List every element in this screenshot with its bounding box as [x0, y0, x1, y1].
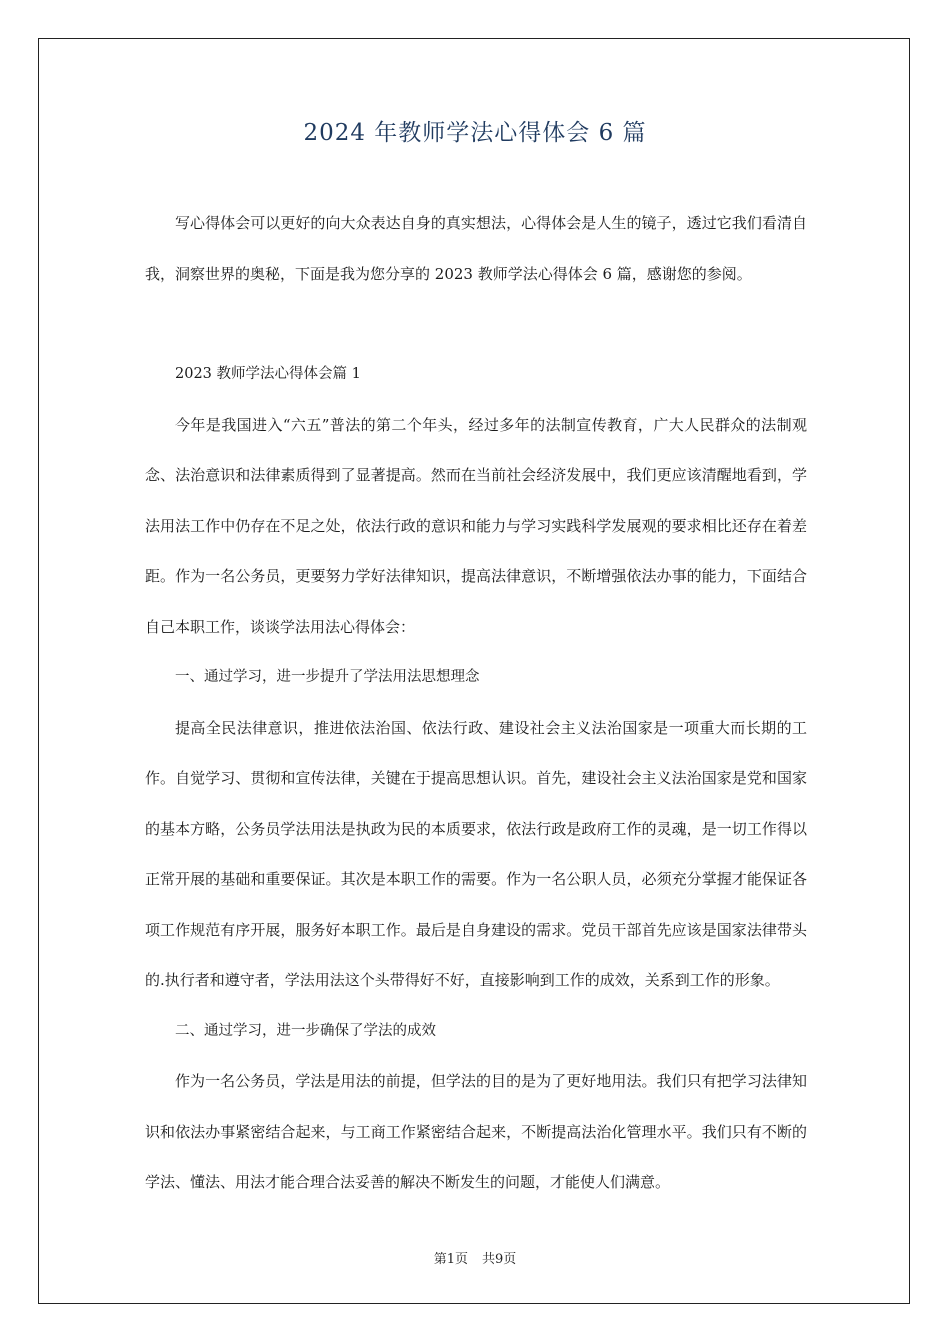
section-title: 2023 教师学法心得体会篇 1: [175, 366, 361, 382]
body-paragraph-3: 作为一名公务员，学法是用法的前提，但学法的目的是为了更好地用法。我们只有把学习法律知识和依法办事紧密结合起来，与工商工作紧密结合起来，不断提高法治化管理水平。我们只有不断的学法、懂法、用法才能合理合法妥善的解决不断发生的问题，才能使人们满意。: [145, 1072, 807, 1191]
subheading-1: 一、通过学习，进一步提升了学法用法思想理念: [175, 669, 480, 685]
page-footer: [0, 1248, 950, 1267]
section-spacer: [145, 299, 807, 349]
body-paragraph-1: 今年是我国进入“六五”普法的第二个年头，经过多年的法制宣传教育，广大人民群众的法制观念、法治意识和法律素质得到了显著提高。然而在当前社会经济发展中，我们更应该清醒地看到，学法用法工作中仍存在不足之处，依法行政的意识和能力与学习实践科学发展观的要求相比还存在着差距。作为一名公务员，更要努力学好法律知识，提高法律意识，不断增强依法办事的能力，下面结合自己本职工作，谈谈学法用法心得体会：: [145, 415, 807, 636]
body-paragraph-2: 提高全民法律意识，推进依法治国、依法行政、建设社会主义法治国家是一项重大而长期的工作。自觉学习、贯彻和宣传法律，关键在于提高思想认识。首先，建设社会主义法治国家是党和国家的基本方略，公务员学法用法是执政为民的本质要求，依法行政是政府工作的灵魂，是一切工作得以正常开展的基础和重要保证。其次是本职工作的需要。作为一名公职人员，必须充分掌握才能保证各项工作规范有序开展，服务好本职工作。最后是自身建设的需求。党员干部首先应该是国家法律带头的.执行者和遵守者，学法用法这个头带得好不好，直接影响到工作的成效，关系到工作的形象。: [145, 718, 807, 989]
intro-paragraph: 写心得体会可以更好的向大众表达自身的真实想法，心得体会是人生的镜子，透过它我们看清自我，洞察世界的奥秘，下面是我为您分享的 2023 教师学法心得体会 6 篇，感谢您的参阅。: [145, 214, 807, 283]
document-body: [145, 198, 807, 1208]
document-title: 2024 年教师学法心得体会 6 篇: [303, 120, 647, 146]
subheading-2: 二、通过学习，进一步确保了学法的成效: [175, 1022, 436, 1039]
page-total: 共9页: [482, 1252, 517, 1267]
page-number: 第1页: [433, 1252, 468, 1267]
